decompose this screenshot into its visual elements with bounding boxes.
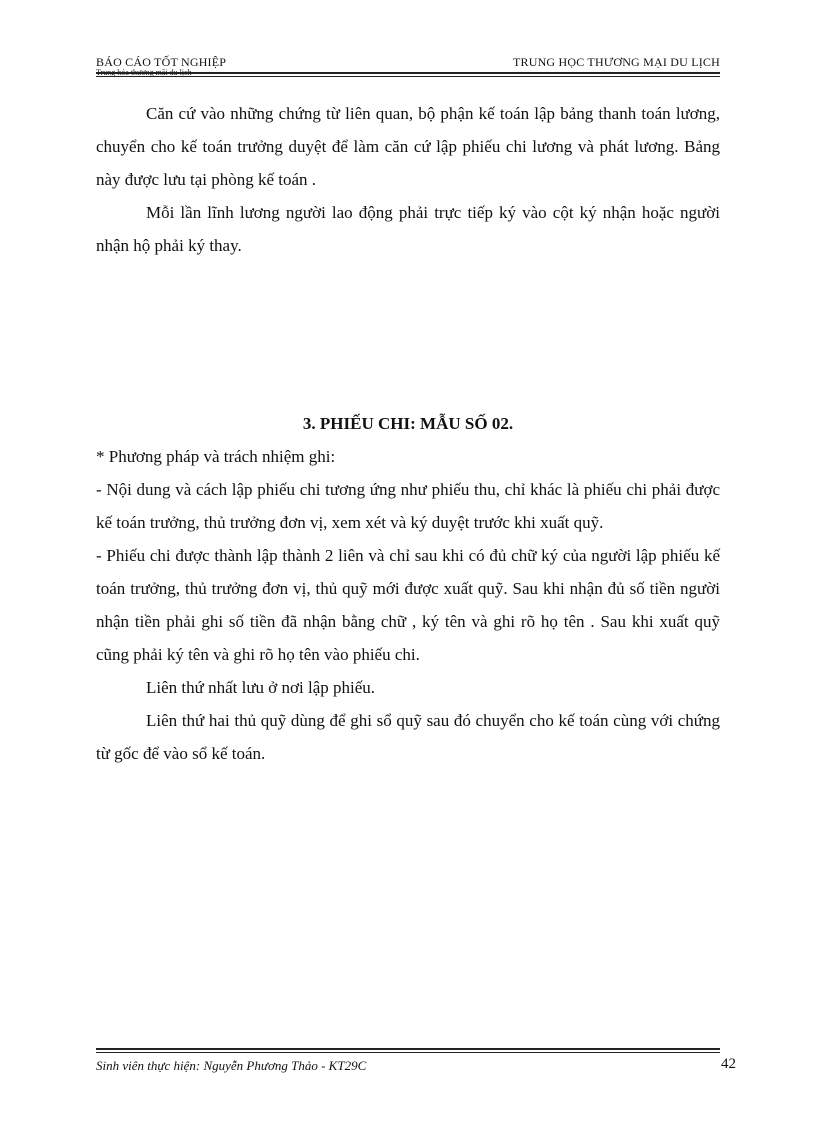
header-rule-thin	[96, 76, 720, 77]
footer-rule-thin	[96, 1052, 720, 1053]
paragraph-signing: Mỗi lần lĩnh lương người lao động phải trực tiếp ký vào cột ký nhận hoặc người nhận hộ phải ký thay.	[96, 203, 720, 255]
paragraph-first-copy: Liên thứ nhất lưu ở nơi lập phiếu.	[146, 678, 376, 697]
method-label: * Phương pháp và trách nhiệm ghi:	[96, 447, 336, 466]
header-right-title: TRUNG HỌC THƯƠNG MẠI DU LỊCH	[512, 55, 720, 69]
header-rule	[96, 72, 720, 74]
paragraph-second-copy: Liên thứ hai thủ quỹ dùng để ghi sổ quỹ sau đó chuyển cho kế toán cùng với chứng từ gốc để vào sổ kế toán.	[96, 711, 720, 763]
header-left-title: BÁO CÁO TỐT NGHIỆP	[96, 55, 227, 69]
spacer	[96, 262, 720, 407]
page-body	[96, 97, 720, 770]
section-heading: 3. PHIẾU CHI: MẪU SỐ 02.	[302, 414, 514, 433]
paragraph-payroll: Căn cứ vào những chứng từ liên quan, bộ phận kế toán lập bảng thanh toán lương, chuyển cho kế toán trưởng duyệt để làm căn cứ lập phiếu chi lương và phát lương. Bảng này được lưu tại phòng kế toán .	[96, 104, 720, 189]
page-number: 42	[721, 1056, 736, 1072]
bullet-item-copies: - Phiếu chi được thành lập thành 2 liên và chỉ sau khi có đủ chữ ký của người lập phiếu kế toán trưởng, thủ trưởng đơn vị, thủ quỹ mới được xuất quỹ. Sau khi nhận đủ số tiền người nhận tiền phải ghi số tiền đã nhận bằng chữ , ký tên và ghi rõ họ tên . Sau khi xuất quỹ cũng phải ký tên và ghi rõ họ tên vào phiếu chi.	[96, 546, 720, 664]
footer-student-name: Sinh viên thực hiện: Nguyễn Phương Thảo - KT29C	[96, 1058, 367, 1073]
footer-rule	[96, 1048, 720, 1050]
bullet-item-content: - Nội dung và cách lập phiếu chi tương ứng như phiếu thu, chỉ khác là phiếu chi phải được kế toán trưởng, thủ trưởng đơn vị, xem xét và ký duyệt trước khi xuất quỹ.	[96, 480, 720, 532]
